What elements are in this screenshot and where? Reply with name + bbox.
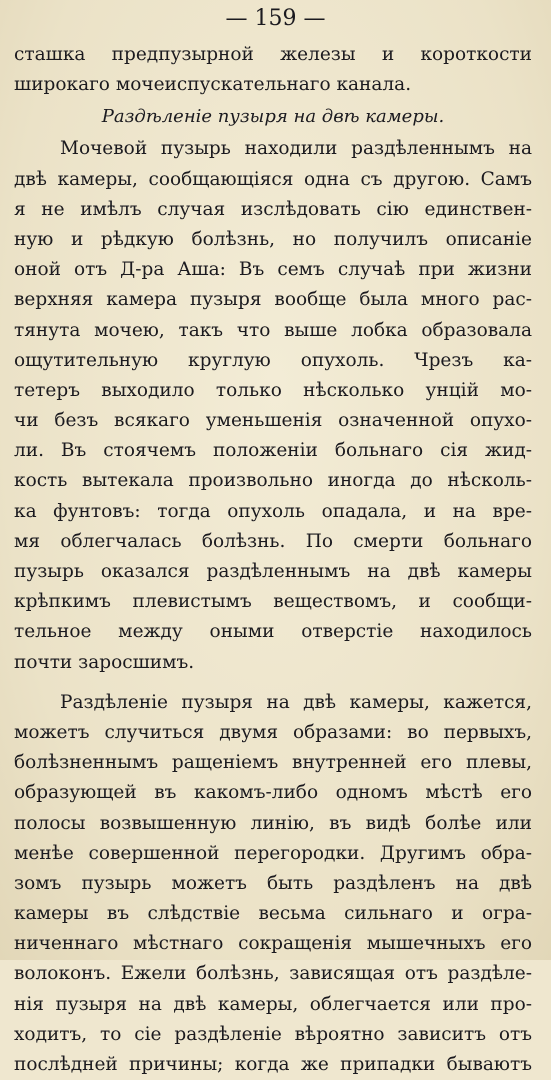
paragraph-gap: [14, 678, 532, 688]
text-line: чи безъ всякаго уменьшенія означенной опухо-: [14, 410, 532, 432]
page-number: — 159 —: [225, 6, 326, 31]
text-line: менѣе совершенной перегородки. Другимъ обра-: [14, 842, 532, 864]
section-heading: Раздѣленіе пузыря на двѣ камеры.: [101, 106, 445, 128]
text-line: нія пузыря на двѣ камеры, облегчается или про-: [14, 993, 532, 1015]
text-line: тельное между оными отверстіе находилось: [14, 621, 532, 643]
text-line: верхняя камера пузыря вообще была много рас-: [14, 289, 532, 311]
text-line: послѣдней причины; когда же припадки бываютъ: [14, 1054, 532, 1075]
text-line: оной отъ Д-ра Аша: Въ семъ случаѣ при жизни: [14, 259, 532, 281]
text-line: широкаго мочеиспускательнаго канала.: [14, 74, 412, 96]
paragraph-1: [14, 134, 532, 677]
text-line: ходитъ, то сіе раздѣленіе вѣроятно зависитъ отъ: [14, 1023, 532, 1045]
text-line: сташка предпузырной железы и короткости: [14, 44, 532, 65]
text-line: ниченнаго мѣстнаго сокращенія мышечныхъ его: [14, 933, 532, 955]
text-line: волоконъ. Ежели болѣзнь, зависящая отъ раздѣле-: [14, 963, 532, 985]
text-line: можетъ случиться двумя образами: во первыхъ,: [14, 721, 532, 743]
text-line: тетеръ выходило только нѣсколько унцій мо-: [14, 379, 532, 401]
text-line: я не имѣлъ случая изслѣдовать сію единствен-: [14, 198, 532, 220]
paragraph-2: [14, 688, 532, 1080]
text-line: тянута мочею, такъ что выше лобка образовала: [14, 319, 532, 341]
text-line: камеры въ слѣдствіе весьма сильнаго и огра-: [14, 903, 532, 925]
text-line: пузырь оказался раздѣленнымъ на двѣ камеры: [14, 561, 532, 582]
text-line: почти заросшимъ.: [14, 651, 195, 673]
text-line: двѣ камеры, сообщающіяся одна съ другою. Самъ: [14, 168, 532, 190]
text-line: болѣзненнымъ ращеніемъ внутренней его плевы,: [14, 752, 532, 774]
text-line: Раздѣленіе пузыря на двѣ камеры, кажется,: [60, 691, 532, 713]
text-line: образующей въ какомъ-либо одномъ мѣстѣ его: [14, 782, 532, 804]
intro-paragraph: [14, 40, 532, 100]
text-line: ощутительную круглую опухоль. Чрезъ ка-: [14, 349, 532, 371]
text-line: ную и рѣдкую болѣзнь, но получилъ описаніе: [14, 228, 532, 250]
text-line: Мочевой пузырь находили раздѣленнымъ на: [60, 138, 532, 160]
text-line: полосы возвышенную линію, въ видѣ болѣе или: [14, 812, 532, 834]
text-line: кость вытекала произвольно иногда до нѣсколь-: [14, 470, 532, 492]
text-line: ли. Въ стоячемъ положеніи больнаго сія жид-: [14, 440, 532, 462]
text-line: зомъ пузырь можетъ быть раздѣленъ на двѣ: [14, 872, 532, 894]
text-body: [14, 40, 532, 1080]
text-line: крѣпкимъ плевистымъ веществомъ, и сообщи-: [14, 591, 532, 613]
text-line: ка фунтовъ: тогда опухоль опадала, и на вре-: [14, 500, 532, 522]
text-line: мя облегчалась болѣзнь. По смерти больнаго: [14, 530, 532, 552]
